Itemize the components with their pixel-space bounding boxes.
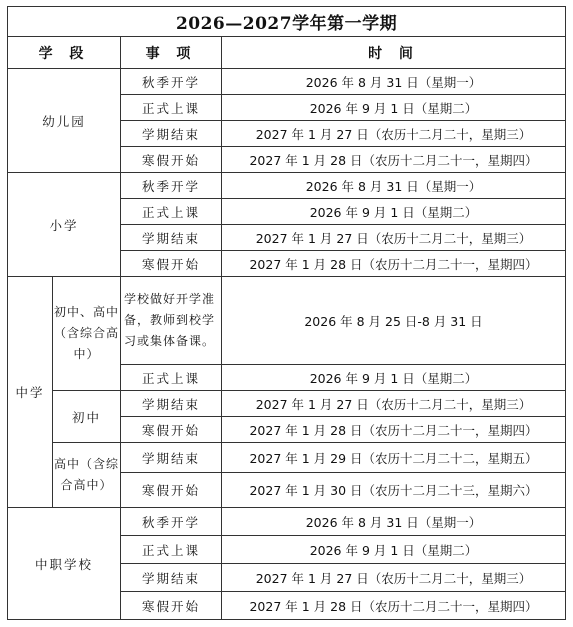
- stage-kindergarten: 幼儿园: [8, 69, 121, 173]
- time-cell: 2027 年 1 月 27 日（农历十二月二十，星期三）: [222, 391, 566, 417]
- time-cell: 2027 年 1 月 27 日（农历十二月二十，星期三）: [222, 121, 566, 147]
- item-cell: 寒假开始: [121, 592, 222, 620]
- table-title: 2026—2027学年第一学期: [8, 7, 566, 37]
- item-cell: 学期结束: [121, 564, 222, 592]
- item-cell: 学期结束: [121, 443, 222, 473]
- time-cell: 2027 年 1 月 28 日（农历十二月二十一，星期四）: [222, 147, 566, 173]
- item-cell: 正式上课: [121, 365, 222, 391]
- item-cell: 正式上课: [121, 95, 222, 121]
- semester-schedule-table: [7, 6, 566, 620]
- time-cell: 2026 年 9 月 1 日（星期二）: [222, 199, 566, 225]
- time-cell: 2026 年 9 月 1 日（星期二）: [222, 536, 566, 564]
- time-cell: 2026 年 8 月 31 日（星期一）: [222, 173, 566, 199]
- header-item: 事 项: [121, 37, 222, 69]
- header-time: 时 间: [222, 37, 566, 69]
- item-cell: 寒假开始: [121, 147, 222, 173]
- item-cell: 学期结束: [121, 225, 222, 251]
- time-cell: 2027 年 1 月 28 日（农历十二月二十一，星期四）: [222, 417, 566, 443]
- item-cell: 秋季开学: [121, 173, 222, 199]
- item-cell: 寒假开始: [121, 417, 222, 443]
- time-cell: 2027 年 1 月 28 日（农历十二月二十一，星期四）: [222, 251, 566, 277]
- item-cell: 学期结束: [121, 391, 222, 417]
- stage-junior: 初中: [53, 391, 121, 443]
- time-cell: 2027 年 1 月 27 日（农历十二月二十，星期三）: [222, 564, 566, 592]
- time-cell: 2027 年 1 月 29 日（农历十二月二十二，星期五）: [222, 443, 566, 473]
- stage-primary: 小学: [8, 173, 121, 277]
- stage-middle: 中学: [8, 277, 53, 508]
- item-cell: 正式上课: [121, 536, 222, 564]
- item-cell: 正式上课: [121, 199, 222, 225]
- time-cell: 2026 年 9 月 1 日（星期二）: [222, 95, 566, 121]
- time-cell: 2026 年 9 月 1 日（星期二）: [222, 365, 566, 391]
- header-stage: 学 段: [8, 37, 121, 69]
- stage-senior: 高中（含综合高中）: [53, 443, 121, 508]
- stage-vocational: 中职学校: [8, 508, 121, 620]
- item-cell: 寒假开始: [121, 473, 222, 508]
- time-cell: 2027 年 1 月 27 日（农历十二月二十，星期三）: [222, 225, 566, 251]
- time-cell: 2026 年 8 月 25 日-8 月 31 日: [222, 277, 566, 365]
- time-cell: 2026 年 8 月 31 日（星期一）: [222, 69, 566, 95]
- time-cell: 2027 年 1 月 30 日（农历十二月二十三，星期六）: [222, 473, 566, 508]
- item-cell: 寒假开始: [121, 251, 222, 277]
- time-cell: 2027 年 1 月 28 日（农历十二月二十一，星期四）: [222, 592, 566, 620]
- item-cell: 秋季开学: [121, 69, 222, 95]
- time-cell: 2026 年 8 月 31 日（星期一）: [222, 508, 566, 536]
- stage-middle-all: 初中、高中（含综合高中）: [53, 277, 121, 391]
- item-cell: 学期结束: [121, 121, 222, 147]
- prep-item-cell: 学校做好开学准备，教师到校学习或集体备课。: [121, 277, 222, 365]
- item-cell: 秋季开学: [121, 508, 222, 536]
